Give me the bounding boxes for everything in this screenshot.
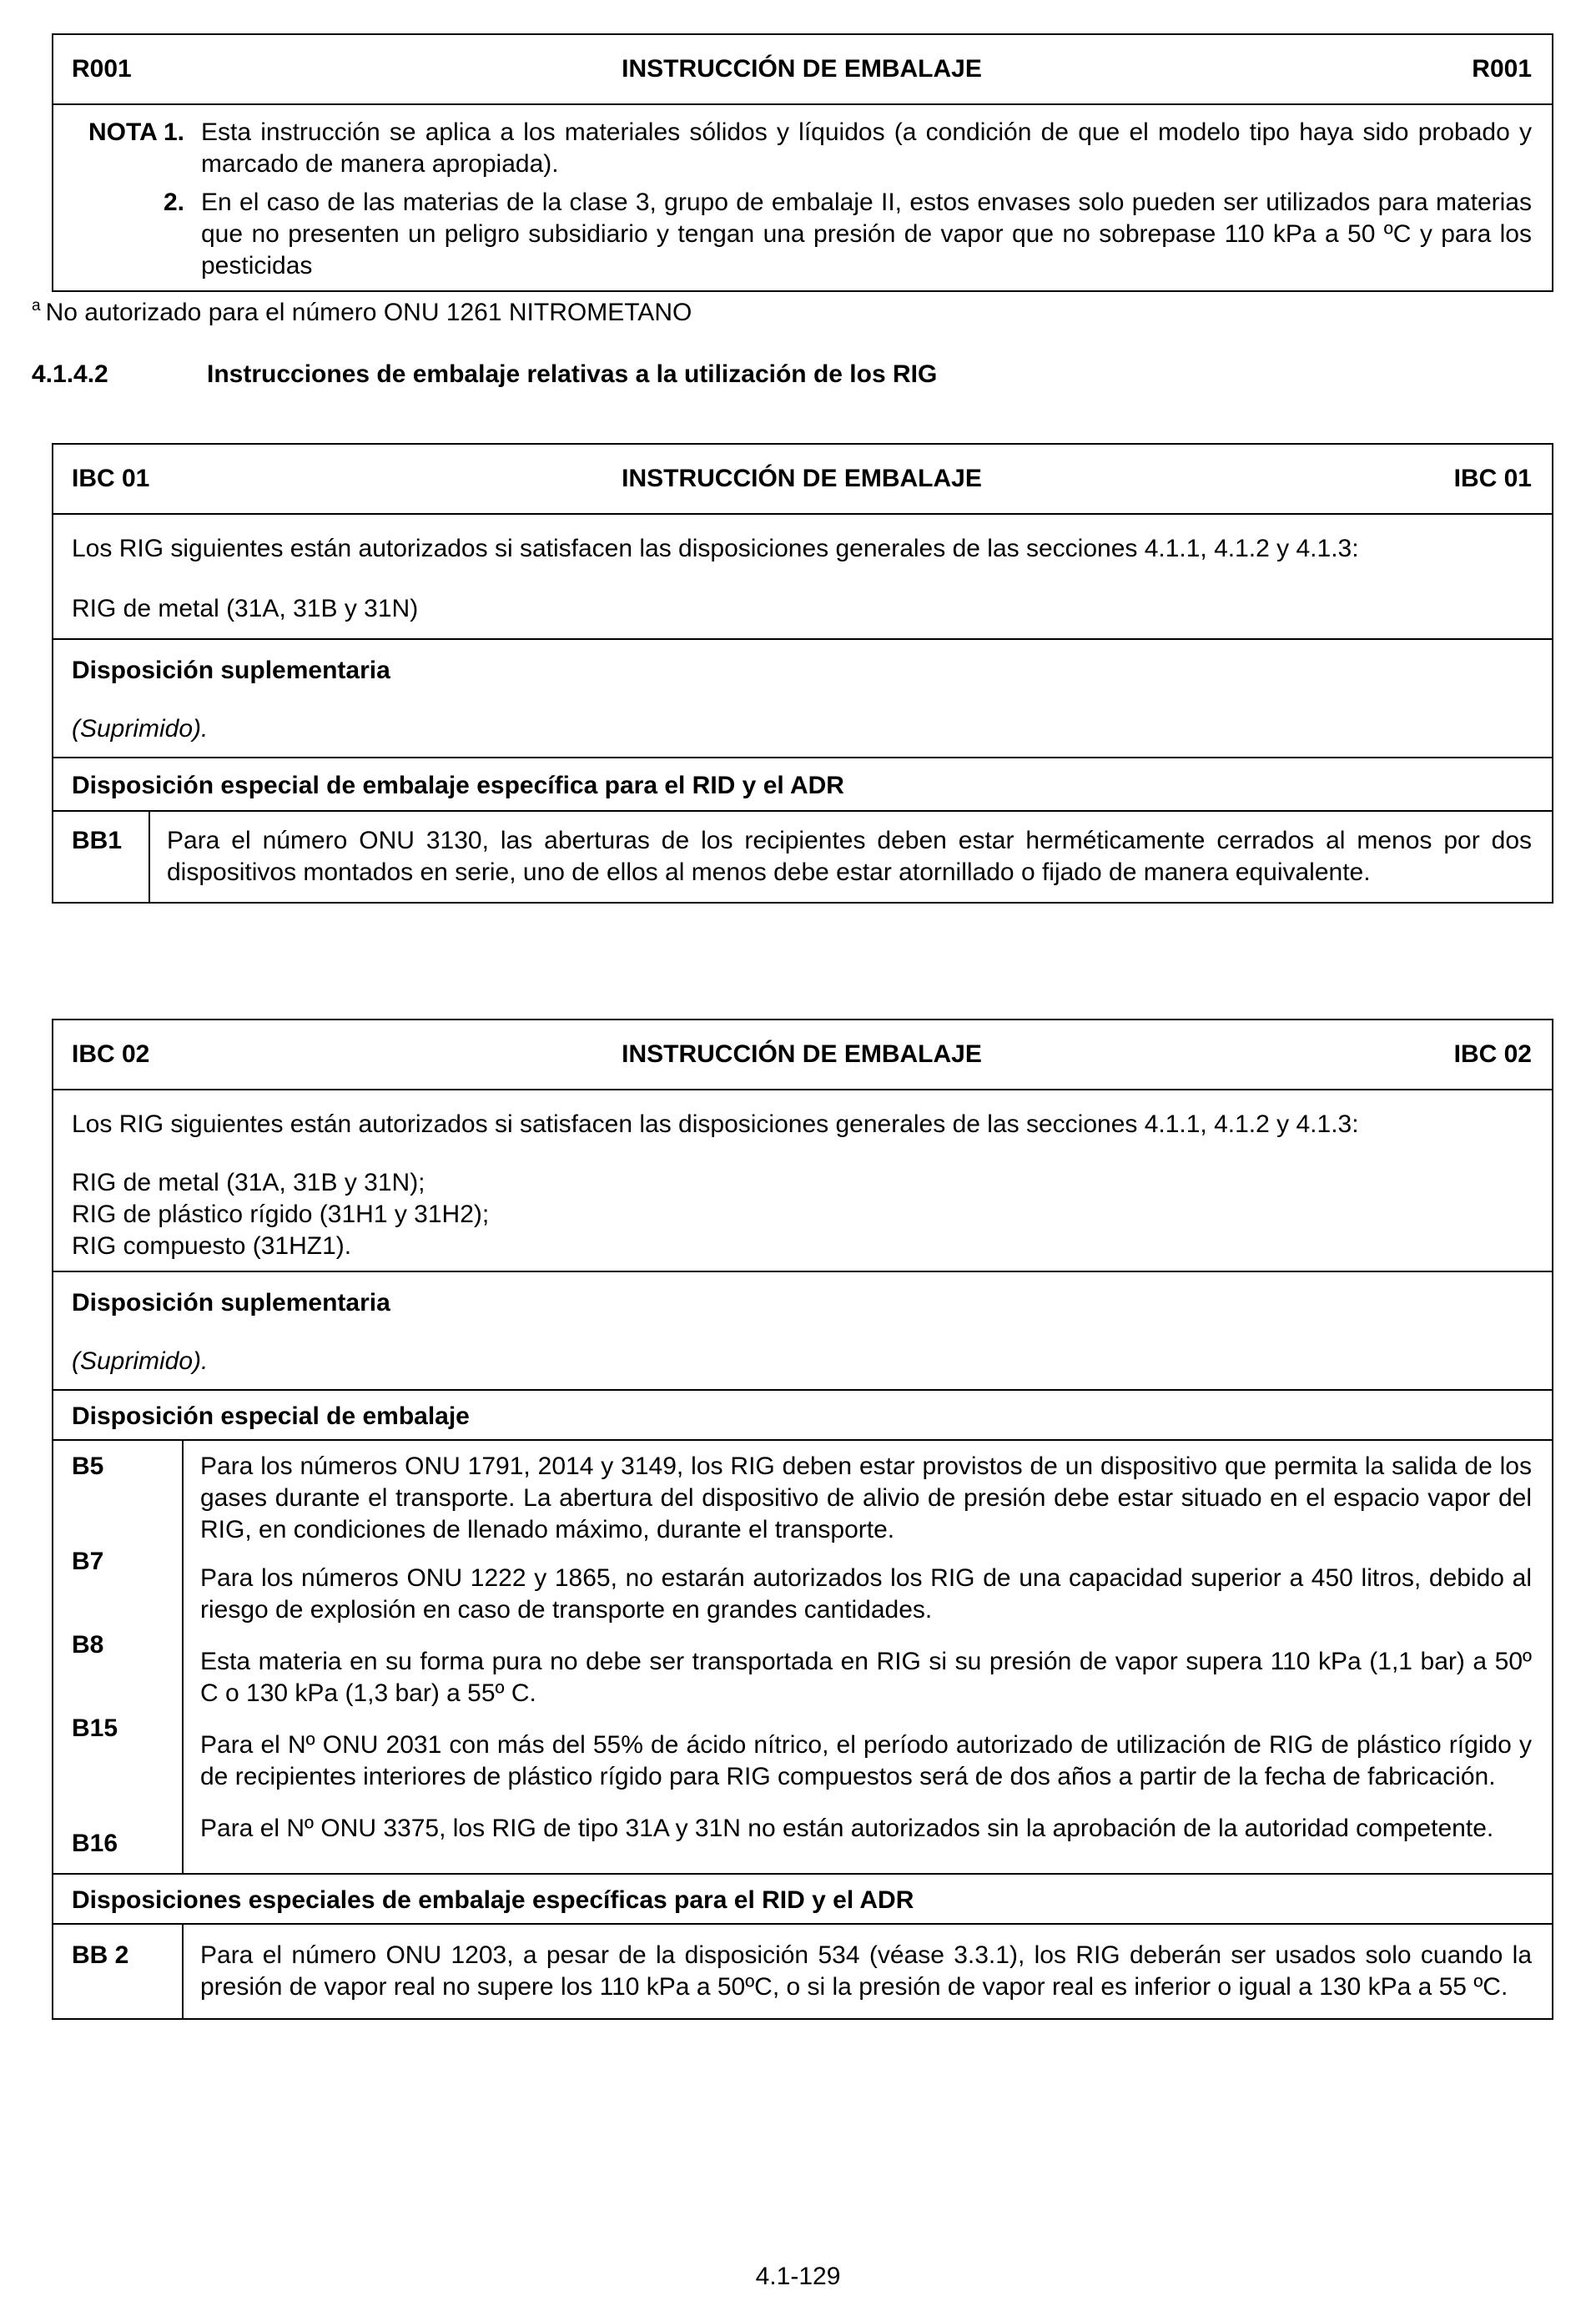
ibc02-table: [52, 1019, 1553, 2020]
section-heading: [32, 360, 937, 389]
ibc02-title: INSTRUCCIÓN DE EMBALAJE: [622, 1040, 982, 1068]
provision-code: B8: [72, 1631, 104, 1659]
ibc02-special-heading-cell: [53, 1390, 1553, 1440]
provision-text: Para el Nº ONU 2031 con más del 55% de ácido nítrico, el período autorizado de utilización de RIG de plástico rígido y de recipientes interiores de plástico rígido para RIG compuestos será de dos años a partir de la fecha de fabricación.: [200, 1731, 1532, 1790]
provision-text: Esta materia en su forma pura no debe ser transportada en RIG si su presión de vapor supera 110 kPa (1,1 bar) a 50º C o 130 kPa (1,3 bar) a 55º C.: [200, 1648, 1532, 1707]
ibc02-code-right: IBC 02: [1453, 1040, 1532, 1068]
provision-text: Para los números ONU 1791, 2014 y 3149, los RIG deben estar provistos de un dispositivo que permita la salida de los gases durante el transporte. La abertura del dispositivo de alivio de presión debe estar situado en el espacio vapor del RIG, en condiciones de llenado máximo, durante el transporte.: [200, 1453, 1532, 1543]
provision-text: Para los números ONU 1222 y 1865, no estarán autorizados los RIG de una capacidad superior a 450 litros, debido al riesgo de explosión en caso de transporte en grandes cantidades.: [200, 1564, 1532, 1624]
footnote-text: No autorizado para el número ONU 1261 NITROMETANO: [45, 299, 692, 326]
note-text: Esta instrucción se aplica a los materiales sólidos y líquidos (a condición de que el modelo tipo haya sido probado y marcado de manera apropiada).: [201, 118, 1532, 178]
ibc02-rid-heading: Disposiciones especiales de embalaje específicas para el RID y el ADR: [72, 1886, 914, 1914]
section-number: 4.1.4.2: [32, 360, 108, 388]
ibc02-intro: Los RIG siguientes están autorizados si satisfacen las disposiciones generales de las secciones 4.1.1, 4.1.2 y 4.1.3:: [72, 1110, 1359, 1138]
ibc01-code-left: IBC 01: [72, 465, 150, 492]
ibc01-special-heading: Disposición especial de embalaje específica para el RID y el ADR: [72, 772, 844, 799]
provision-code-cell: [53, 1924, 183, 2019]
ibc01-supp-text: (Suprimido).: [72, 715, 209, 743]
ibc01-table: [52, 443, 1553, 904]
note-text: En el caso de las materias de la clase 3, grupo de embalaje II, estos envases solo pueden ser utilizados para materias que no presenten un peligro subsidiario y tengan una presión de vapor que no sobrepase 110 kPa a 50 ºC y para los pesticidas: [201, 189, 1532, 279]
ibc01-header: [53, 444, 1553, 514]
ibc02-code-left: IBC 02: [72, 1040, 150, 1068]
ibc02-header: [53, 1020, 1553, 1090]
footnote-marker: a: [32, 297, 41, 315]
provision-code: BB 2: [72, 1941, 129, 1969]
ibc02-special-heading: Disposición especial de embalaje: [72, 1402, 470, 1430]
r001-table: [52, 33, 1553, 292]
provision-code: BB1: [72, 827, 123, 854]
r001-title: INSTRUCCIÓN DE EMBALAJE: [622, 55, 982, 83]
note-label: NOTA 1.: [88, 118, 184, 146]
provision-text: Para el número ONU 3130, las aberturas de los recipientes deben estar herméticamente cerrados al menos por dos dispositivos montados en serie, uno de ellos al menos debe estar atornillado o fijado de manera equivalente.: [167, 827, 1532, 886]
provision-code-cell: [53, 811, 149, 903]
provision-text-cell: [183, 1440, 1553, 1874]
provision-text-cell: [183, 1924, 1553, 2019]
section-title: Instrucciones de embalaje relativas a la utilización de los RIG: [207, 360, 938, 388]
ibc02-rid-heading-cell: [53, 1874, 1553, 1924]
ibc02-rig-item: RIG de plástico rígido (31H1 y 31H2);: [72, 1201, 490, 1228]
page-number: 4.1-129: [755, 2263, 841, 2290]
ibc02-rig-item: RIG compuesto (31HZ1).: [72, 1232, 352, 1260]
provision-code: B16: [72, 1830, 118, 1857]
footnote: [32, 297, 692, 327]
ibc01-supplementary: [53, 639, 1553, 758]
ibc02-supp-text: (Suprimido).: [72, 1347, 209, 1375]
provision-code: B7: [72, 1548, 104, 1575]
provision-text: Para el Nº ONU 3375, los RIG de tipo 31A y 31N no están autorizados sin la aprobación de la autoridad competente.: [200, 1815, 1494, 1842]
ibc01-supp-heading: Disposición suplementaria: [72, 657, 390, 684]
provision-text-cell: [149, 811, 1553, 903]
ibc02-supplementary: [53, 1271, 1553, 1390]
r001-code-right: R001: [1472, 55, 1532, 83]
provision-code-cell: [53, 1440, 183, 1874]
ibc01-rig: RIG de metal (31A, 31B y 31N): [72, 595, 419, 622]
ibc02-supp-heading: Disposición suplementaria: [72, 1289, 390, 1317]
ibc02-rig-item: RIG de metal (31A, 31B y 31N);: [72, 1169, 425, 1196]
ibc02-authorized: [53, 1090, 1553, 1271]
ibc01-authorized: [53, 514, 1553, 639]
ibc01-code-right: IBC 01: [1453, 465, 1532, 492]
provision-code: B15: [72, 1714, 118, 1742]
ibc01-intro: Los RIG siguientes están autorizados si satisfacen las disposiciones generales de las secciones 4.1.1, 4.1.2 y 4.1.3:: [72, 535, 1359, 562]
provision-code: B5: [72, 1453, 104, 1480]
ibc01-title: INSTRUCCIÓN DE EMBALAJE: [622, 465, 982, 492]
provision-text: Para el número ONU 1203, a pesar de la disposición 534 (véase 3.3.1), los RIG deberán ser usados solo cuando la presión de vapor real no supere los 110 kPa a 50ºC, o si la presión de vapor real es inferior o igual a 130 kPa a 55 ºC.: [200, 1941, 1532, 2001]
r001-header: [53, 34, 1553, 104]
ibc01-special-heading-cell: [53, 758, 1553, 811]
r001-notes: [53, 104, 1553, 291]
r001-code-left: R001: [72, 55, 132, 83]
note-label: 2.: [163, 189, 184, 216]
